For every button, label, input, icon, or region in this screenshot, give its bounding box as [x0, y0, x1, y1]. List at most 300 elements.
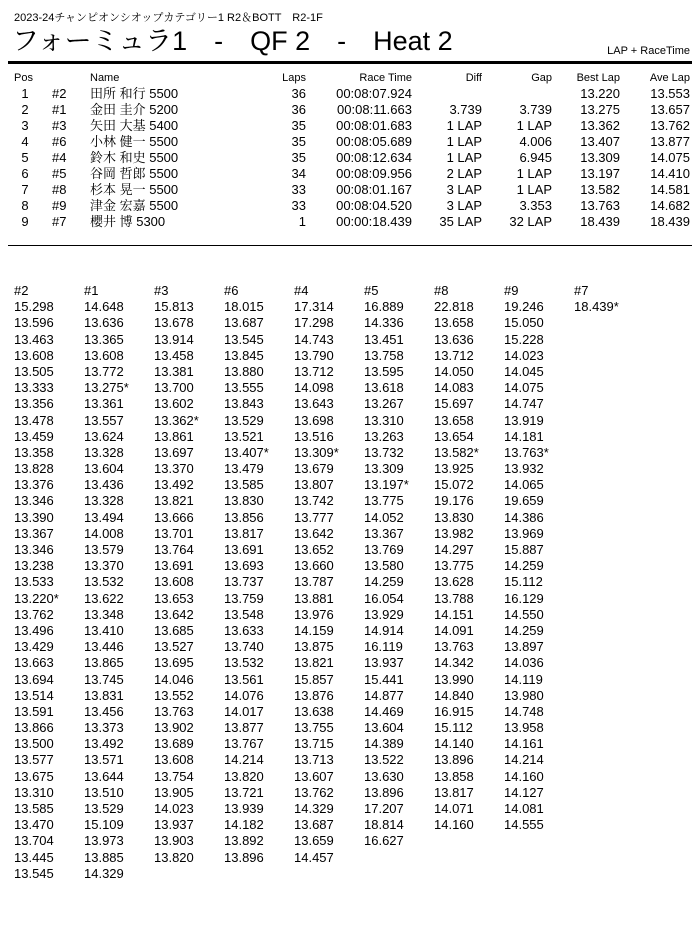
cell-race-time: 00:08:07.924	[336, 86, 412, 101]
cell-gap: 3.353	[519, 198, 552, 213]
lap-time: 14.075	[504, 380, 544, 396]
cell-pos: 6	[21, 166, 29, 181]
lap-time: 13.555	[224, 380, 264, 396]
cell-gap: 32 LAP	[509, 214, 552, 229]
lap-time: 13.367	[14, 525, 54, 541]
lap-time: 13.582*	[434, 444, 479, 460]
lap-time: 13.698	[294, 412, 334, 428]
lap-time: 13.607	[294, 768, 334, 784]
lap-time: 13.745	[84, 671, 124, 687]
cell-num: #7	[52, 214, 67, 229]
lap-time: 13.763	[154, 703, 194, 719]
lap-time: 14.023	[154, 801, 194, 816]
lap-time: 14.743	[294, 331, 334, 347]
lap-time: 14.036	[504, 655, 544, 671]
lap-time: 13.658	[434, 315, 474, 331]
cell-diff: 35 LAP	[439, 214, 482, 229]
lap-time: 13.969	[504, 525, 544, 541]
cell-race-time: 00:08:01.683	[336, 118, 412, 133]
lap-time: 13.463	[14, 331, 54, 347]
lap-time: 14.160	[504, 768, 544, 784]
lap-time: 13.958	[504, 720, 544, 736]
lap-time: 16.627	[364, 833, 404, 849]
lap-time: 14.050	[434, 363, 474, 379]
lap-time: 13.346	[14, 542, 54, 557]
lap-time: 13.557	[84, 412, 124, 428]
lap-time: 14.052	[364, 509, 404, 525]
lap-time: 13.678	[154, 315, 194, 331]
lap-time: 13.636	[434, 331, 474, 347]
table-row	[0, 198, 700, 214]
lap-time: 13.694	[14, 671, 54, 687]
lap-time: 13.356	[14, 396, 54, 412]
cell-num: #3	[52, 118, 67, 133]
cell-best-lap: 13.582	[580, 182, 620, 197]
lap-time: 13.896	[224, 849, 264, 865]
lap-time: 13.367	[364, 525, 404, 541]
lap-time: 14.389	[364, 736, 404, 752]
cell-race-time: 00:00:18.439	[336, 214, 412, 229]
cell-race-time: 00:08:05.689	[336, 134, 412, 149]
lap-time: 13.973	[84, 833, 124, 849]
lap-column	[84, 283, 154, 882]
cell-race-time: 00:08:11.663	[337, 102, 412, 117]
lap-time: 13.500	[14, 736, 54, 752]
lap-time: 13.628	[434, 574, 474, 590]
lap-time: 13.529	[224, 412, 264, 428]
cell-laps: 33	[291, 182, 306, 197]
lap-column-header: #5	[364, 283, 379, 298]
lap-column-header: #9	[504, 283, 519, 298]
cell-diff: 1 LAP	[446, 118, 482, 133]
lap-time: 14.259	[504, 622, 544, 638]
lap-time: 13.697	[154, 444, 194, 460]
lap-time: 15.857	[294, 671, 334, 687]
lap-time: 13.980	[504, 687, 544, 703]
lap-time: 13.843	[224, 396, 264, 412]
lap-time: 13.429	[14, 639, 54, 655]
cell-gap: 4.006	[519, 134, 552, 149]
cell-pos: 7	[21, 182, 29, 197]
table-row	[0, 150, 700, 166]
lap-time: 13.552	[154, 687, 194, 703]
lap-time: 13.861	[154, 428, 194, 444]
lap-time: 14.008	[84, 525, 124, 541]
lap-time: 13.903	[154, 833, 194, 849]
lap-time: 13.478	[14, 412, 54, 428]
lap-time: 13.496	[14, 622, 54, 638]
lap-time: 13.932	[504, 461, 544, 477]
cell-ave-lap: 14.410	[650, 166, 690, 181]
lap-time: 13.636	[84, 315, 124, 331]
cell-diff: 3.739	[449, 102, 482, 117]
lap-time: 14.140	[434, 736, 474, 752]
lap-time: 14.081	[504, 801, 544, 816]
lap-time: 15.813	[154, 299, 194, 315]
cell-best-lap: 13.197	[580, 166, 620, 181]
lap-column	[504, 283, 574, 833]
cell-gap: 1 LAP	[516, 166, 552, 181]
cell-gap: 1 LAP	[516, 118, 552, 133]
lap-time: 16.119	[364, 639, 403, 655]
cell-name: 矢田 大基 5400	[90, 118, 179, 133]
lap-time: 13.654	[434, 428, 474, 444]
lap-time: 13.817	[224, 525, 264, 541]
lap-time: 13.456	[84, 703, 124, 719]
lap-time: 14.840	[434, 687, 474, 703]
cell-best-lap: 13.220	[580, 86, 620, 101]
cell-ave-lap: 13.762	[650, 118, 690, 133]
lap-time: 13.892	[224, 833, 264, 849]
lap-time: 13.807	[294, 477, 334, 493]
lap-column-header: #6	[224, 283, 239, 298]
lap-time: 13.390	[14, 509, 54, 525]
lap-time: 13.866	[14, 720, 54, 736]
cell-laps: 35	[291, 134, 306, 149]
lap-time: 14.083	[434, 380, 474, 396]
lap-time: 14.748	[504, 703, 544, 719]
lap-time: 14.877	[364, 687, 404, 703]
lap-time: 13.370	[84, 558, 124, 574]
lap-time: 14.297	[434, 542, 474, 557]
lap-time: 13.732	[364, 444, 404, 460]
lap-time: 14.181	[504, 428, 544, 444]
lap-time: 13.516	[294, 428, 334, 444]
lap-column-header: #7	[574, 283, 589, 298]
table-row	[0, 182, 700, 198]
lap-time: 13.937	[154, 817, 194, 833]
cell-num: #4	[52, 150, 67, 165]
cell-num: #8	[52, 182, 67, 197]
cell-diff: 1 LAP	[446, 134, 482, 149]
lap-time: 16.129	[504, 590, 544, 606]
lap-time: 13.865	[84, 655, 124, 671]
cell-name: 田所 和行 5500	[90, 86, 179, 101]
lap-column-header: #2	[14, 283, 29, 298]
lap-time: 13.658	[434, 412, 474, 428]
lap-time: 13.685	[154, 622, 194, 638]
cell-laps: 34	[291, 166, 306, 181]
lap-time: 13.788	[434, 590, 474, 606]
lap-time: 13.644	[84, 768, 124, 784]
lap-time: 13.976	[294, 606, 334, 622]
lap-time: 13.876	[294, 687, 334, 703]
lap-time: 13.263	[364, 428, 404, 444]
lap-time: 14.329	[84, 865, 124, 881]
lap-time: 13.817	[434, 784, 474, 800]
lap-time: 13.990	[434, 671, 474, 687]
lap-time: 14.119	[504, 671, 543, 687]
lap-time: 16.915	[434, 703, 474, 719]
lap-time: 13.660	[294, 558, 334, 574]
lap-time: 13.492	[84, 736, 124, 752]
lap-time: 13.763*	[504, 444, 549, 460]
lap-column	[14, 283, 84, 882]
lap-time: 13.740	[224, 639, 264, 655]
lap-time: 13.446	[84, 639, 124, 655]
lap-time: 13.381	[154, 363, 194, 379]
col-race-time: Race Time	[359, 72, 412, 84]
lap-time: 13.856	[224, 509, 264, 525]
lap-time: 13.877	[224, 720, 264, 736]
lap-time: 13.451	[364, 331, 404, 347]
cell-diff: 3 LAP	[446, 182, 482, 197]
page-title: フォーミュラ1 - QF 2 - Heat 2	[12, 26, 453, 56]
cell-num: #5	[52, 166, 67, 181]
lap-time: 14.023	[504, 347, 544, 363]
lap-column-header: #3	[154, 283, 169, 298]
lap-time: 13.820	[224, 768, 264, 784]
cell-pos: 5	[21, 150, 29, 165]
lap-time: 13.790	[294, 347, 334, 363]
lap-column	[224, 283, 294, 866]
lap-column	[294, 283, 364, 866]
lap-time: 13.521	[224, 428, 264, 444]
lap-time: 13.787	[294, 574, 334, 590]
lap-time: 13.532	[224, 655, 264, 671]
lap-time: 15.109	[84, 817, 124, 833]
lap-time: 13.527	[154, 639, 194, 655]
lap-time: 13.713	[294, 752, 334, 768]
lap-time: 14.160	[434, 817, 474, 833]
lap-time: 13.275*	[84, 380, 129, 396]
lap-time: 14.336	[364, 315, 404, 331]
lap-time: 18.439*	[574, 299, 619, 315]
lap-time: 15.298	[14, 299, 54, 315]
lap-time: 14.914	[364, 622, 404, 638]
cell-laps: 36	[291, 102, 306, 117]
lap-time: 13.622	[84, 590, 124, 606]
lap-time: 13.505	[14, 363, 54, 379]
lap-time: 14.550	[504, 606, 544, 622]
lap-time: 13.742	[294, 493, 334, 509]
lap-time: 13.821	[154, 493, 194, 509]
cell-race-time: 00:08:04.520	[336, 198, 412, 213]
lap-time: 16.054	[364, 590, 404, 606]
lap-time: 13.445	[14, 849, 54, 865]
table-row	[0, 118, 700, 134]
lap-time: 13.858	[434, 768, 474, 784]
lap-time: 13.596	[14, 315, 54, 331]
results-header-row	[0, 70, 700, 86]
lap-time: 13.595	[364, 363, 404, 379]
cell-num: #6	[52, 134, 67, 149]
lap-time: 13.880	[224, 363, 264, 379]
cell-laps: 35	[291, 118, 306, 133]
lap-time: 13.373	[84, 720, 124, 736]
lap-time: 14.091	[434, 622, 474, 638]
col-ave-lap: Ave Lap	[649, 72, 690, 84]
lap-time: 13.608	[14, 347, 54, 363]
lap-time: 13.220*	[14, 590, 59, 606]
lap-time: 13.580	[364, 558, 404, 574]
lap-time: 13.577	[14, 752, 54, 768]
lap-time: 14.259	[504, 558, 544, 574]
lap-time: 13.653	[154, 590, 194, 606]
lap-time: 13.197*	[364, 477, 409, 493]
lap-time: 19.659	[504, 493, 544, 509]
lap-time: 13.821	[294, 655, 334, 671]
lap-time: 15.887	[504, 542, 544, 557]
lap-time: 14.161	[504, 736, 544, 752]
col-diff: Diff	[465, 72, 482, 84]
lap-time: 13.919	[504, 412, 544, 428]
lap-time: 13.845	[224, 347, 264, 363]
lap-time: 13.689	[154, 736, 194, 752]
cell-name: 櫻井 博 5300	[90, 214, 166, 229]
cell-laps: 35	[291, 150, 306, 165]
cell-best-lap: 18.439	[580, 214, 620, 229]
table-row	[0, 134, 700, 150]
lap-time: 14.747	[504, 396, 544, 412]
cell-race-time: 00:08:12.634	[336, 150, 412, 165]
cell-num: #1	[52, 102, 67, 117]
lap-time: 13.925	[434, 461, 474, 477]
lap-time: 15.112	[434, 720, 473, 736]
cell-name: 杉本 晃一 5500	[90, 182, 179, 197]
lap-time: 13.659	[294, 833, 334, 849]
lap-time: 14.045	[504, 363, 544, 379]
col-name: Name	[90, 72, 120, 84]
lap-time: 13.693	[224, 558, 264, 574]
lap-time: 13.721	[224, 784, 264, 800]
lap-column	[434, 283, 504, 833]
cell-pos: 1	[21, 86, 29, 101]
lap-time: 14.648	[84, 299, 124, 315]
cell-ave-lap: 18.439	[650, 214, 690, 229]
lap-time: 13.772	[84, 363, 124, 379]
lap-time: 14.214	[504, 752, 544, 768]
lap-time: 13.365	[84, 331, 124, 347]
lap-time: 13.764	[154, 542, 194, 557]
lap-time: 13.775	[364, 493, 404, 509]
lap-time: 13.687	[294, 817, 334, 833]
lap-column-header: #8	[434, 283, 449, 298]
lap-time: 13.758	[364, 347, 404, 363]
cell-pos: 4	[21, 134, 29, 149]
lap-time: 13.630	[364, 768, 404, 784]
lap-time: 13.875	[294, 639, 334, 655]
lap-time: 13.361	[84, 396, 124, 412]
lap-time: 13.775	[434, 558, 474, 574]
lap-time: 14.259	[364, 574, 404, 590]
cell-name: 鈴木 和史 5500	[90, 150, 179, 165]
lap-time: 17.298	[294, 315, 334, 331]
lap-time: 13.561	[224, 671, 264, 687]
cell-name: 津金 宏嘉 5500	[90, 198, 179, 213]
lap-time: 13.571	[84, 752, 124, 768]
lap-time: 13.470	[14, 817, 54, 833]
lap-time: 13.666	[154, 509, 194, 525]
lap-time: 13.929	[364, 606, 404, 622]
lap-time: 15.072	[434, 477, 474, 493]
lap-column	[574, 283, 644, 315]
lap-time: 13.902	[154, 720, 194, 736]
results-rule	[8, 245, 692, 246]
lap-time: 19.246	[504, 299, 544, 315]
lap-time: 13.633	[224, 622, 264, 638]
lap-time: 13.704	[14, 833, 54, 849]
lap-time: 13.548	[224, 606, 264, 622]
lap-time: 13.830	[224, 493, 264, 509]
lap-time: 13.410	[84, 622, 124, 638]
lap-time: 13.328	[84, 444, 124, 460]
table-row	[0, 214, 700, 230]
lap-column-header: #1	[84, 283, 99, 298]
lap-time: 13.687	[224, 315, 264, 331]
results-table	[0, 70, 700, 230]
lap-time: 13.777	[294, 509, 334, 525]
lap-time: 13.675	[14, 768, 54, 784]
lap-time: 13.348	[84, 606, 124, 622]
lap-time: 15.050	[504, 315, 544, 331]
lap-time: 13.494	[84, 509, 124, 525]
lap-time: 13.602	[154, 396, 194, 412]
lap-time: 13.769	[364, 542, 404, 557]
col-gap: Gap	[531, 72, 552, 84]
lap-time: 18.015	[224, 299, 264, 315]
lap-time: 14.469	[364, 703, 404, 719]
lap-time: 15.228	[504, 331, 544, 347]
lap-time: 13.458	[154, 347, 194, 363]
lap-time: 13.407*	[224, 444, 269, 460]
col-best-lap: Best Lap	[576, 72, 620, 84]
cell-gap: 6.945	[519, 150, 552, 165]
cell-diff: 3 LAP	[446, 198, 482, 213]
lap-time: 13.905	[154, 784, 194, 800]
lap-time: 13.604	[364, 720, 404, 736]
lap-time: 13.545	[224, 331, 264, 347]
lap-time: 13.436	[84, 477, 124, 493]
lap-time: 13.691	[224, 542, 264, 557]
cell-gap: 1 LAP	[516, 182, 552, 197]
lap-time: 13.939	[224, 801, 264, 816]
lap-time: 13.914	[154, 331, 194, 347]
lap-time: 13.695	[154, 655, 194, 671]
event-subtitle: 2023-24チャンピオンシオップカテゴリー1 R2＆BOTT R2-1F	[14, 12, 323, 24]
lap-time: 14.017	[224, 703, 264, 719]
lap-time: 13.608	[154, 574, 194, 590]
cell-ave-lap: 13.657	[650, 102, 690, 117]
table-row	[0, 86, 700, 102]
cell-race-time: 00:08:09.956	[336, 166, 412, 181]
lap-time: 13.759	[224, 590, 264, 606]
lap-time: 15.697	[434, 396, 474, 412]
cell-best-lap: 13.309	[580, 150, 620, 165]
lap-time: 13.712	[294, 363, 334, 379]
lap-time: 13.624	[84, 428, 124, 444]
lap-time: 13.762	[14, 606, 54, 622]
lap-time: 13.358	[14, 444, 54, 460]
cell-laps: 1	[298, 214, 306, 229]
lap-time: 13.881	[294, 590, 334, 606]
lap-time: 13.638	[294, 703, 334, 719]
cell-num: #9	[52, 198, 67, 213]
lap-time: 13.545	[14, 865, 54, 881]
lap-time: 13.529	[84, 801, 124, 816]
lap-time: 13.820	[154, 849, 194, 865]
lap-time: 13.830	[434, 509, 474, 525]
lap-time: 13.533	[14, 574, 54, 590]
lap-time: 15.112	[504, 574, 543, 590]
lap-time: 13.310	[14, 784, 54, 800]
lap-time: 14.342	[434, 655, 474, 671]
cell-ave-lap: 14.581	[650, 182, 690, 197]
lap-time: 13.896	[434, 752, 474, 768]
lap-time: 13.885	[84, 849, 124, 865]
lap-time: 13.618	[364, 380, 404, 396]
lap-time: 14.182	[224, 817, 264, 833]
